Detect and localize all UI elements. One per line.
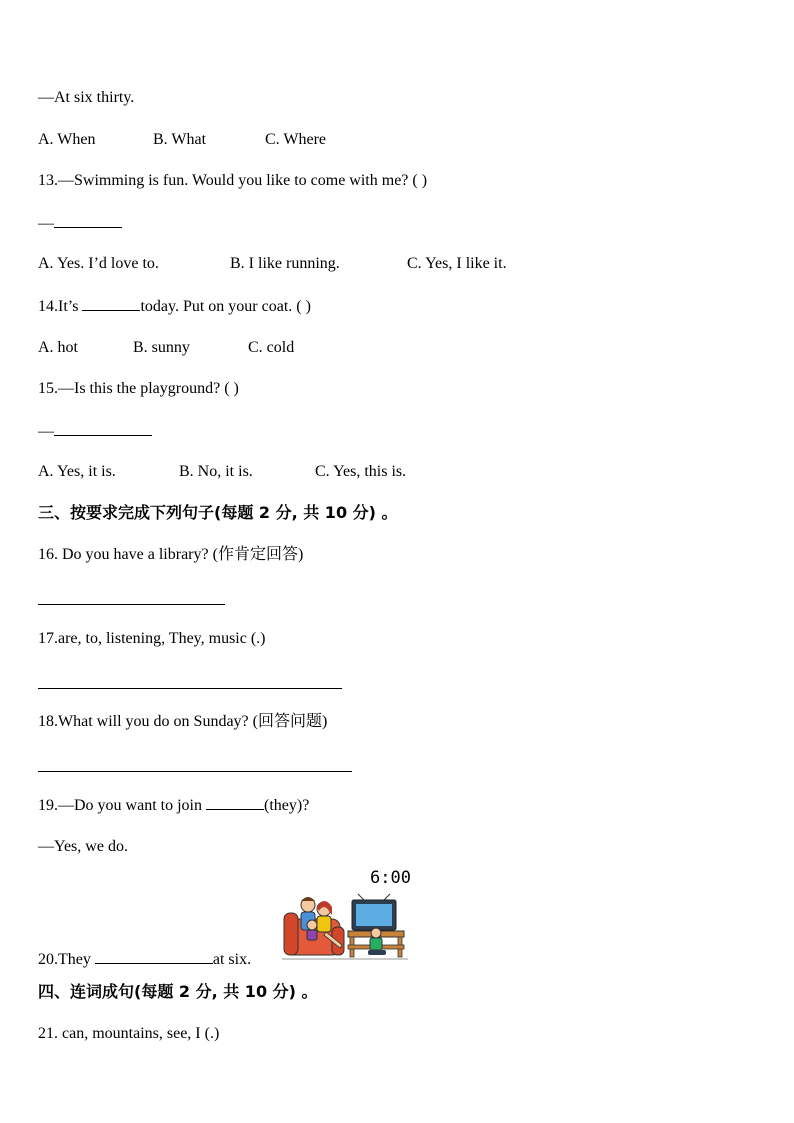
q18-answer-line: [38, 771, 352, 772]
q13-option-a: A. Yes. I’d love to.: [38, 255, 159, 272]
section-3-title: 三、按要求完成下列句子(每题 2 分, 共 10 分) 。: [38, 503, 398, 522]
q15-option-a: A. Yes, it is.: [38, 463, 116, 480]
q14-question: [38, 296, 311, 317]
q16-answer-line: [38, 604, 225, 605]
q14-option-b: B. sunny: [133, 339, 190, 356]
q19-question: [38, 795, 309, 816]
q21-question: 21. can, mountains, see, I (.): [38, 1025, 220, 1042]
section-4-title: 四、连词成句(每题 2 分, 共 10 分) 。: [38, 982, 318, 1001]
q15-option-b: B. No, it is.: [179, 463, 253, 480]
q13-options: [38, 254, 507, 274]
q15-option-c: C. Yes, this is.: [315, 463, 407, 480]
q17-answer-line: [38, 688, 342, 689]
q12-option-a: A. When: [38, 131, 96, 148]
q20-question: [38, 949, 251, 970]
q19-blank: [206, 795, 264, 810]
q14-suffix: today. Put on your coat. ( ): [140, 298, 311, 315]
q13-option-c: C. Yes, I like it.: [407, 255, 507, 272]
q12-option-b: B. What: [153, 131, 207, 148]
q13-reply-dash: —: [38, 215, 54, 232]
q14-blank: [82, 296, 140, 311]
q12-options: [38, 130, 326, 150]
q20-prefix: 20.They: [38, 951, 95, 968]
q19-prefix: 19.—Do you want to join: [38, 797, 206, 814]
q20-clock-time: 6:00: [370, 868, 411, 888]
q19-reply: —Yes, we do.: [38, 838, 128, 855]
q12-answer: —At six thirty.: [38, 89, 135, 106]
q18-question: 18.What will you do on Sunday? (回答问题): [38, 713, 328, 730]
q15-reply: [38, 421, 152, 442]
q19-suffix: (they)?: [264, 797, 310, 814]
q20-blank: [95, 949, 213, 964]
q15-reply-dash: —: [38, 423, 54, 440]
q13-blank: [54, 213, 122, 228]
q12-option-c: C. Where: [265, 131, 327, 148]
q15-options: [38, 462, 406, 482]
q14-option-c: C. cold: [248, 339, 295, 356]
q16-question: 16. Do you have a library? (作肯定回答): [38, 546, 304, 563]
q14-prefix: 14.It’s: [38, 298, 83, 315]
q13-question: 13.—Swimming is fun. Would you like to come with me? ( ): [38, 172, 428, 189]
q14-options: [38, 338, 294, 358]
q17-question: 17.are, to, listening, They, music (.): [38, 630, 266, 647]
q15-blank: [54, 421, 152, 436]
q15-question: 15.—Is this the playground? ( ): [38, 380, 239, 397]
q14-option-a: A. hot: [38, 339, 78, 356]
q13-reply: [38, 213, 122, 234]
q13-option-b: B. I like running.: [230, 255, 340, 272]
q20-suffix: at six.: [212, 951, 252, 968]
family-watching-tv-icon: [282, 893, 408, 961]
